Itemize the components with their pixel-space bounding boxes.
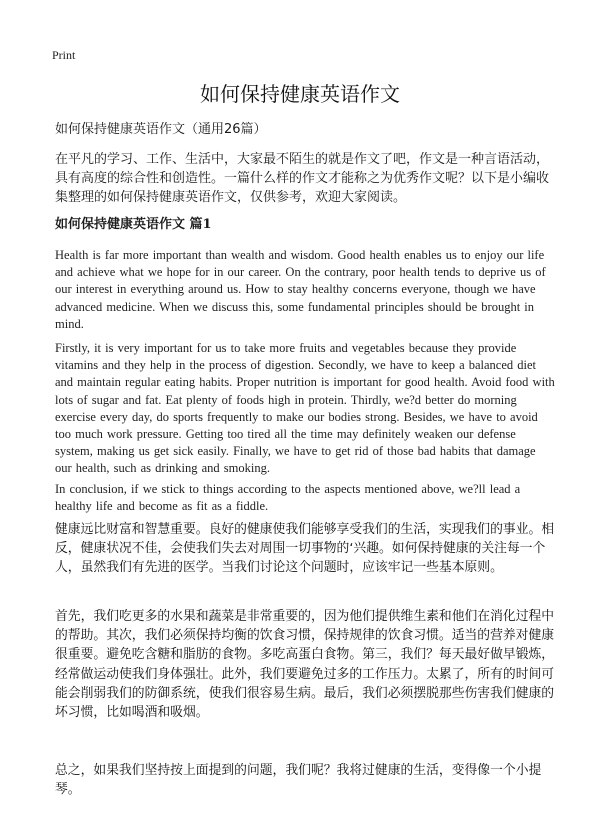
chinese-paragraph: 健康远比财富和智慧重要。良好的健康使我们能够享受我们的生活，实现我们的事业。相反，健康状况不佳，会使我们失去对周围一切事物的‘兴趣。如何保持健康的关注每一个人，虽然我们有先进的医学。当我们讨论这个问题时，应该牢记一些基本原则。 xyxy=(55,522,555,576)
english-paragraph: Firstly, it is very important for us to take more fruits and vegetables because they provide vitamins and they help in the process of digestion. Secondly, we have to keep a balanced diet and maintain regular eating habits. Proper nutrition is important for good health. Avoid food with lots of sugar and fat. Eat plenty of foods high in protein. Thirdly, we?d better do morning exercise every day, do sports frequently to make our bodies strong. Besides, we have to avoid too much work pressure. Getting too tired all the time may definitely weaken our defense system, making us get sick easily. Finally, we have to get rid of those bad habits that damage our health, such as drinking and smoking. xyxy=(55,341,555,476)
chinese-paragraph: 总之，如果我们坚持按上面提到的问题，我们呢？我将过健康的生活，变得像一个小提琴。 xyxy=(55,763,542,798)
english-paragraph: In conclusion, if we stick to things according to the aspects mentioned above, we?ll lead a healthy life and become as fit as a fiddle. xyxy=(55,482,521,514)
chinese-paragraph: 首先，我们吃更多的水果和蔬菜是非常重要的，因为他们提供维生素和他们在消化过程中的帮助。其次，我们必须保持均衡的饮食习惯，保持规律的饮食习惯。适当的营养对健康很重要。避免吃含糖和脂肪的食物。多吃高蛋白食物。第三，我们？每天最好做早锻炼，经常做运动使我们身体强壮。此外，我们要避免过多的工作压力。太累了，所有的时间可能会削弱我们的防御系统，使我们很容易生病。最后，我们必须摆脱那些伤害我们健康的坏习惯，比如喝酒和吸烟。 xyxy=(55,609,555,721)
print-label: Print xyxy=(52,48,76,62)
intro-paragraph: 在平凡的学习、工作、生活中，大家最不陌生的就是作文了吧，作文是一种言语活动，具有高度的综合性和创造性。一篇什么样的作文才能称之为优秀作文呢？以下是小编收集整理的如何保持健康英语作文，仅供参考，欢迎大家阅读。 xyxy=(55,152,550,205)
page-title: 如何保持健康英语作文 xyxy=(200,82,400,106)
document-subtitle: 如何保持健康英语作文（通用26篇） xyxy=(55,122,267,137)
section-heading: 如何保持健康英语作文 篇1 xyxy=(55,217,212,232)
english-paragraph: Health is far more important than wealth and wisdom. Good health enables us to enjoy our life and achieve what we hope for in our career. On the contrary, poor health tends to deprive us of our interest in everything around us. How to stay healthy concerns everyone, though we have advanced medicine. When we discuss this, some fundamental principles should be brought in mind. xyxy=(55,248,546,331)
